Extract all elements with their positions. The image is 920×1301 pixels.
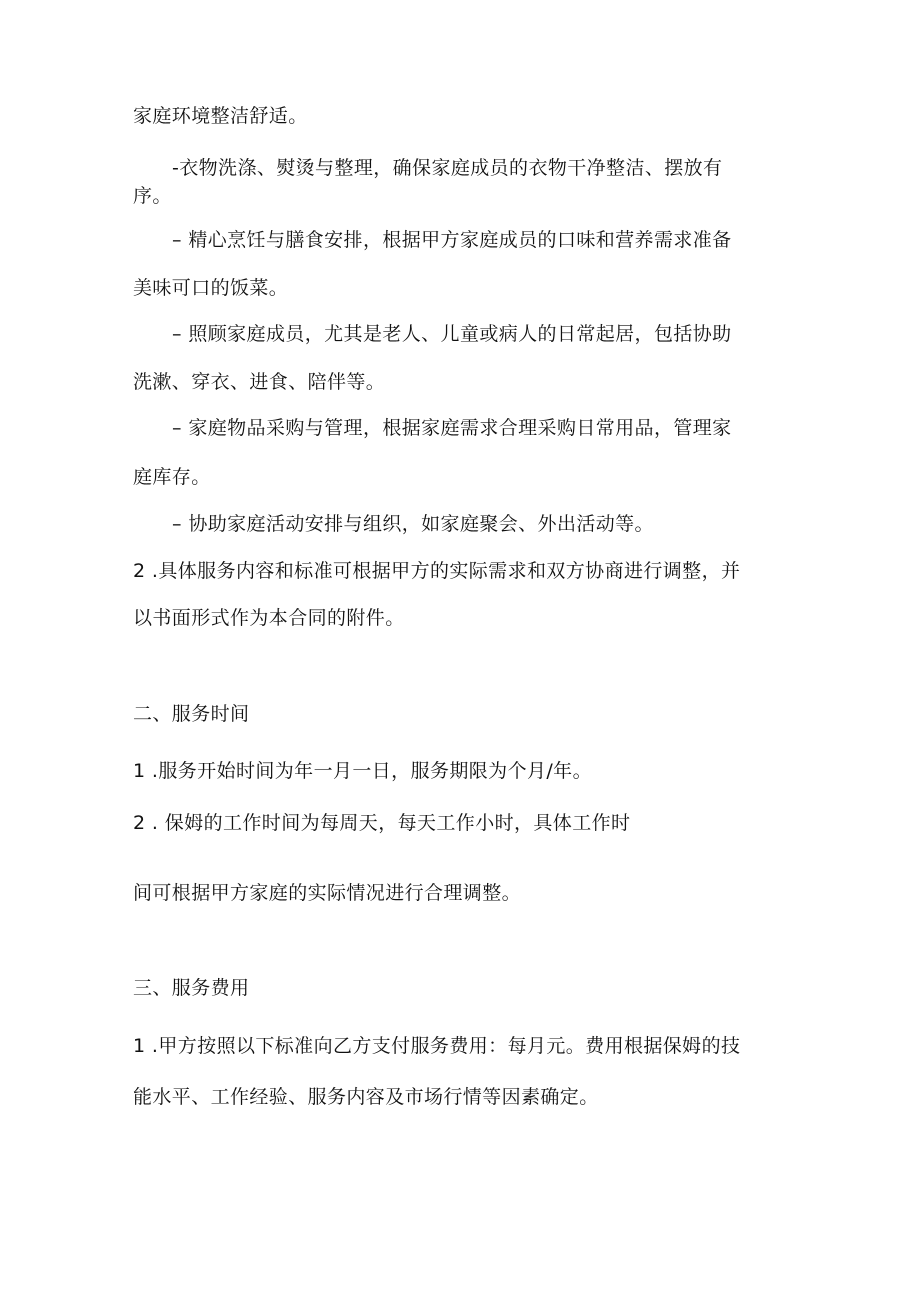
paragraph-line: 美味可口的饭菜。 (133, 277, 289, 299)
numbered-clause-1: 1 .甲方按照以下标准向乙方支付服务费用：每月元。费用根据保姆的技 (133, 1035, 741, 1057)
list-item-activities: – 协助家庭活动安排与组织，如家庭聚会、外出活动等。 (172, 513, 654, 535)
section-heading-service-fee: 三、服务费用 (133, 977, 250, 999)
list-item-care: – 照顾家庭成员，尤其是老人、儿童或病人的日常起居，包括协助 (172, 323, 732, 345)
numbered-clause-1: 1 .服务开始时间为年一月一日，服务期限为个月/年。 (133, 760, 592, 782)
list-item-purchasing: – 家庭物品采购与管理，根据家庭需求合理采购日常用品，管理家 (172, 417, 732, 439)
list-item-cooking: – 精心烹饪与膳食安排，根据甲方家庭成员的口味和营养需求准备 (172, 229, 732, 251)
paragraph-line: 能水平、工作经验、服务内容及市场行情等因素确定。 (133, 1086, 599, 1108)
numbered-clause-2: 2 . 保姆的工作时间为每周天，每天工作小时，具体工作时 (133, 812, 631, 834)
paragraph-line: 庭库存。 (133, 466, 211, 488)
paragraph-line: 以书面形式作为本合同的附件。 (133, 607, 405, 629)
paragraph-line: 洗漱、穿衣、进食、陪伴等。 (133, 371, 386, 393)
section-heading-service-time: 二、服务时间 (133, 703, 250, 725)
list-item-laundry: -衣物洗涤、熨烫与整理，确保家庭成员的衣物干净整洁、摆放有 (172, 157, 723, 179)
paragraph-line: 序。 (133, 185, 172, 207)
paragraph-line: 家庭环境整洁舒适。 (133, 105, 308, 127)
numbered-clause-2: 2 .具体服务内容和标准可根据甲方的实际需求和双方协商进行调整，并 (133, 560, 741, 582)
paragraph-line: 间可根据甲方家庭的实际情况进行合理调整。 (133, 882, 522, 904)
